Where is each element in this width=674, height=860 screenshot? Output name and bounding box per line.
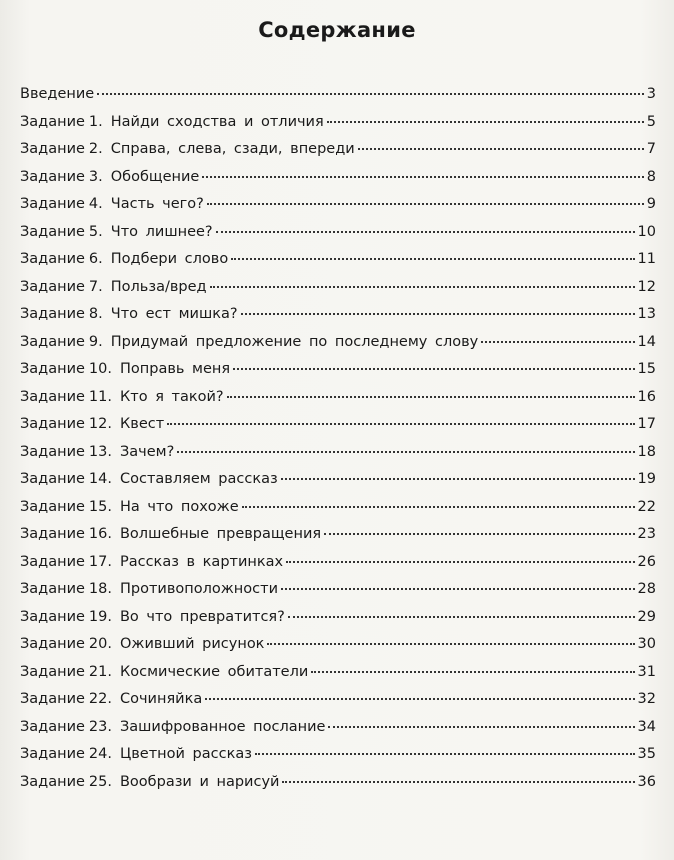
toc-entry-title: Зашифрованное послание	[119, 718, 326, 735]
toc-entry-prefix: Задание	[20, 773, 85, 790]
toc-entry-label	[20, 469, 278, 489]
toc-entry-title: Что ест мишка?	[110, 306, 238, 322]
toc-entry-page-number: 13	[637, 306, 656, 322]
toc-entry-label	[20, 634, 264, 654]
toc-entry-page-number: 28	[637, 581, 656, 597]
toc-entry-prefix: Задание	[20, 608, 85, 625]
toc-entry-label	[20, 167, 199, 187]
toc-entry-number: 20.	[88, 636, 112, 652]
toc-entry-label	[20, 607, 285, 627]
toc-entry-number: 8.	[88, 306, 103, 322]
toc-entry-title: Придумай предложение по последнему слову	[110, 333, 479, 350]
toc-entry-label	[20, 717, 325, 737]
toc-entry	[20, 249, 656, 277]
dot-leader	[242, 505, 635, 508]
toc-entry-number: 13.	[88, 443, 112, 460]
toc-entry-page-number: 23	[637, 526, 656, 542]
toc-entry-label	[20, 194, 204, 214]
toc-entry-label	[20, 744, 252, 764]
dot-leader	[358, 147, 644, 150]
toc-entry-prefix: Задание	[20, 306, 85, 322]
dot-leader	[267, 642, 634, 645]
toc-entry-title: Введение	[20, 86, 95, 102]
toc-entry-title: Зачем?	[119, 443, 175, 460]
dot-leader	[324, 532, 634, 535]
toc-entry-prefix: Задание	[20, 553, 85, 570]
toc-entry-title: Оживший рисунок	[119, 636, 265, 652]
dot-leader	[311, 670, 634, 673]
toc-entry	[20, 469, 656, 497]
dot-leader	[282, 780, 634, 783]
dot-leader	[281, 477, 635, 480]
toc-entry-page-number: 15	[637, 361, 656, 377]
toc-entry	[20, 552, 656, 580]
toc-entry-number: 4.	[88, 196, 103, 212]
toc-entry-page-number: 32	[637, 691, 656, 707]
toc-entry	[20, 84, 656, 112]
toc-entry	[20, 662, 656, 690]
dot-leader	[288, 615, 635, 618]
toc-entry-label	[20, 304, 238, 324]
toc-entry-label	[20, 689, 202, 709]
toc-entry	[20, 634, 656, 662]
dot-leader	[327, 120, 644, 123]
dot-leader	[205, 697, 634, 700]
dot-leader	[233, 367, 634, 370]
toc-entry-title: Во что превратится?	[119, 608, 285, 625]
toc-entry-prefix: Задание	[20, 361, 85, 377]
dot-leader	[255, 752, 635, 755]
toc-entry	[20, 689, 656, 717]
toc-entry	[20, 112, 656, 140]
toc-entry	[20, 359, 656, 387]
toc-entry-page-number: 17	[637, 416, 656, 432]
toc-entry-number: 21.	[88, 663, 112, 680]
toc-entry-number: 9.	[88, 333, 103, 350]
toc-entry-number: 1.	[88, 113, 103, 130]
toc-entry-number: 17.	[88, 553, 112, 570]
toc-entry-number: 10.	[88, 361, 112, 377]
toc-entry-prefix: Задание	[20, 251, 85, 267]
toc-entry-label	[20, 359, 230, 379]
toc-entry-number: 3.	[88, 168, 103, 185]
toc-entry	[20, 194, 656, 222]
dot-leader	[167, 422, 634, 425]
toc-entry-title: Подбери слово	[110, 251, 229, 267]
toc-entry-label	[20, 414, 164, 434]
toc-entry-label	[20, 222, 213, 242]
toc-entry-prefix: Задание	[20, 388, 85, 405]
dot-leader	[481, 340, 634, 343]
toc-entry	[20, 304, 656, 332]
toc-entry-page-number: 26	[637, 553, 656, 570]
toc-entry-title: Квест	[119, 416, 165, 432]
dot-leader	[97, 92, 644, 95]
dot-leader	[216, 230, 635, 233]
toc-entry	[20, 744, 656, 772]
toc-entry-number: 15.	[88, 498, 112, 515]
toc-entry-prefix: Задание	[20, 526, 85, 542]
toc-entry-page-number: 10	[637, 223, 656, 240]
toc-entry-prefix: Задание	[20, 141, 85, 157]
toc-entry-prefix: Задание	[20, 663, 85, 680]
toc-entry-title: Польза/вред	[110, 278, 207, 295]
toc-entry-title: Цветной рассказ	[119, 746, 252, 762]
toc-entry-page-number: 16	[637, 388, 656, 405]
toc-entry	[20, 139, 656, 167]
toc-entry-page-number: 8	[646, 168, 656, 185]
toc-entry-title: На что похоже	[119, 498, 239, 515]
dot-leader	[281, 587, 635, 590]
toc-entry-prefix: Задание	[20, 498, 85, 515]
toc-entry	[20, 717, 656, 745]
dot-leader	[210, 285, 635, 288]
toc-entry-page-number: 30	[637, 636, 656, 652]
toc-entry-prefix: Задание	[20, 443, 85, 460]
dot-leader	[207, 202, 644, 205]
toc-entry-page-number: 11	[637, 251, 656, 267]
dot-leader	[202, 175, 643, 178]
toc-entry	[20, 222, 656, 250]
toc-entry-number: 16.	[88, 526, 112, 542]
toc-entry-prefix: Задание	[20, 168, 85, 185]
toc-entry-number: 11.	[88, 388, 112, 405]
dot-leader	[286, 560, 634, 563]
toc-entry-prefix: Задание	[20, 636, 85, 652]
toc-entry-label	[20, 112, 324, 132]
toc-entry-label	[20, 579, 278, 599]
toc-entry-number: 7.	[88, 278, 103, 295]
toc-entry-number: 2.	[88, 141, 103, 157]
toc-entry-title: Часть чего?	[110, 196, 204, 212]
toc-entry-title: Кто я такой?	[119, 388, 224, 405]
toc-entry-title: Сочиняйка	[119, 691, 203, 707]
toc-entry-page-number: 14	[637, 333, 656, 350]
toc-entry-label	[20, 139, 355, 159]
dot-leader	[177, 450, 634, 453]
dot-leader	[227, 395, 635, 398]
toc-entry-prefix: Задание	[20, 416, 85, 432]
toc-entry	[20, 167, 656, 195]
toc-entry	[20, 772, 656, 800]
toc-entry-label	[20, 277, 207, 297]
toc-entry-title: Вообрази и нарисуй	[119, 773, 280, 790]
dot-leader	[328, 725, 634, 728]
toc-entry-number: 18.	[88, 581, 112, 597]
toc-entry-title: Найди сходства и отличия	[110, 113, 324, 130]
toc-entry-prefix: Задание	[20, 196, 85, 212]
toc-entry-number: 12.	[88, 416, 112, 432]
toc-entry-page-number: 22	[637, 498, 656, 515]
toc-entry	[20, 277, 656, 305]
toc-entry-title: Что лишнее?	[110, 223, 213, 240]
toc-entry-title: Справа, слева, сзади, впереди	[110, 141, 355, 157]
toc-entry-title: Космические обитатели	[119, 663, 309, 680]
toc-entry-title: Противоположности	[119, 581, 278, 597]
toc-entry	[20, 524, 656, 552]
toc-entry-label	[20, 84, 94, 104]
toc-entry-number: 23.	[88, 718, 112, 735]
toc-entry-number: 6.	[88, 251, 103, 267]
toc-entry-title: Обобщение	[110, 168, 200, 185]
toc-entry-prefix: Задание	[20, 223, 85, 240]
toc-entry-prefix: Задание	[20, 746, 85, 762]
toc-entry-number: 19.	[88, 608, 112, 625]
toc-entry-number: 5.	[88, 223, 103, 240]
toc-entry-label	[20, 662, 308, 682]
toc-entry-label	[20, 772, 279, 792]
toc-entry-prefix: Задание	[20, 278, 85, 295]
toc-entry-page-number: 35	[637, 746, 656, 762]
toc-entry-label	[20, 524, 321, 544]
toc-entry-prefix: Задание	[20, 581, 85, 597]
toc-entry-page-number: 34	[637, 718, 656, 735]
toc-entry-label	[20, 387, 224, 407]
toc-entry-page-number: 12	[637, 278, 656, 295]
toc-entry-title: Составляем рассказ	[119, 471, 278, 487]
toc-entry	[20, 607, 656, 635]
toc-entry-number: 24.	[88, 746, 112, 762]
toc-entry-page-number: 36	[637, 773, 656, 790]
toc-entry-page-number: 29	[637, 608, 656, 625]
toc-entry	[20, 497, 656, 525]
toc-entry-number: 14.	[88, 471, 112, 487]
page-title: Содержание	[258, 18, 416, 42]
toc-entry-page-number: 3	[646, 86, 656, 102]
toc-entry-label	[20, 332, 478, 352]
toc-entry-number: 25.	[88, 773, 112, 790]
toc-entry-title: Волшебные превращения	[119, 526, 322, 542]
toc-entry-page-number: 31	[637, 663, 656, 680]
toc-entry-title: Поправь меня	[119, 361, 231, 377]
toc-entry-label	[20, 442, 174, 462]
toc-entry-number: 22.	[88, 691, 112, 707]
toc-entry-page-number: 19	[637, 471, 656, 487]
toc-entry	[20, 414, 656, 442]
table-of-contents	[20, 84, 656, 799]
toc-entry-prefix: Задание	[20, 718, 85, 735]
toc-entry-prefix: Задание	[20, 471, 85, 487]
toc-entry	[20, 442, 656, 470]
toc-entry-prefix: Задание	[20, 333, 85, 350]
toc-entry-page-number: 7	[646, 141, 656, 157]
toc-entry-prefix: Задание	[20, 691, 85, 707]
toc-entry	[20, 387, 656, 415]
toc-entry-page-number: 9	[646, 196, 656, 212]
toc-entry	[20, 332, 656, 360]
toc-entry-prefix: Задание	[20, 113, 85, 130]
toc-entry-page-number: 5	[646, 113, 656, 130]
toc-entry-page-number: 18	[637, 443, 656, 460]
toc-entry-label	[20, 249, 228, 269]
dot-leader	[231, 257, 634, 260]
toc-entry-label	[20, 552, 283, 572]
toc-entry	[20, 579, 656, 607]
dot-leader	[241, 312, 635, 315]
toc-entry-title: Рассказ в картинках	[119, 553, 284, 570]
toc-entry-label	[20, 497, 239, 517]
